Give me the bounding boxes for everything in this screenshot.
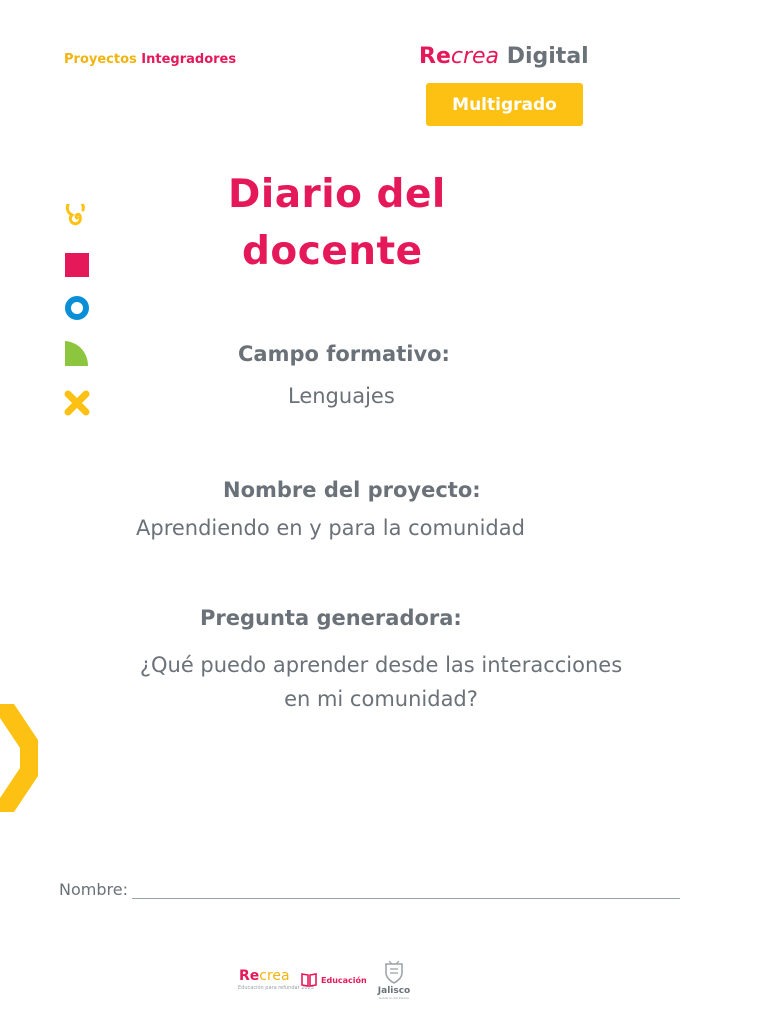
logo-crea: crea bbox=[450, 44, 500, 69]
footer-educacion-text: Educación bbox=[321, 975, 367, 985]
square-icon bbox=[64, 252, 90, 278]
footer-jalisco-text: Jalisco bbox=[377, 986, 411, 996]
campo-formativo-label: Campo formativo: bbox=[238, 342, 450, 366]
spiral-icon bbox=[64, 204, 90, 232]
proyectos-integradores-logo bbox=[64, 52, 236, 67]
book-icon bbox=[301, 972, 317, 988]
brand-part2: Integradores bbox=[141, 52, 237, 67]
footer-recrea-subtitle: Educación para refundar 2023 bbox=[238, 985, 314, 991]
ring-icon bbox=[64, 295, 90, 321]
footer-recrea-logo bbox=[239, 968, 290, 984]
leaf-icon bbox=[64, 340, 90, 368]
title-line2: docente bbox=[242, 229, 423, 274]
multigrado-badge: Multigrado bbox=[426, 83, 583, 126]
page-title bbox=[228, 166, 446, 280]
nombre-proyecto-label: Nombre del proyecto: bbox=[223, 478, 481, 502]
cross-icon bbox=[64, 390, 90, 416]
pregunta-generadora-label: Pregunta generadora: bbox=[200, 606, 462, 630]
footer-recrea-crea: crea bbox=[259, 968, 290, 984]
footer-recrea-re: Re bbox=[239, 968, 260, 984]
chevron-decoration-icon bbox=[0, 704, 40, 812]
recrea-digital-logo bbox=[419, 44, 589, 69]
title-line1: Diario del bbox=[228, 172, 446, 217]
nombre-proyecto-value: Aprendiendo en y para la comunidad bbox=[136, 516, 525, 540]
logo-re: Re bbox=[419, 44, 451, 69]
jalisco-crest-icon bbox=[383, 960, 405, 984]
logo-digital: Digital bbox=[506, 44, 589, 69]
nombre-underline bbox=[132, 880, 680, 899]
pregunta-line2: en mi comunidad? bbox=[284, 687, 478, 711]
footer-educacion-logo bbox=[301, 972, 367, 988]
footer-jalisco-subtitle: Gobierno del Estado bbox=[378, 996, 410, 1000]
nombre-field bbox=[59, 880, 680, 899]
brand-part1: Proyectos bbox=[64, 52, 137, 67]
pregunta-generadora-value bbox=[66, 648, 696, 716]
nombre-label: Nombre: bbox=[59, 880, 128, 899]
campo-formativo-value: Lenguajes bbox=[288, 384, 395, 408]
footer-jalisco-logo bbox=[372, 960, 416, 1000]
pregunta-line1: ¿Qué puedo aprender desde las interacciones bbox=[139, 653, 623, 677]
